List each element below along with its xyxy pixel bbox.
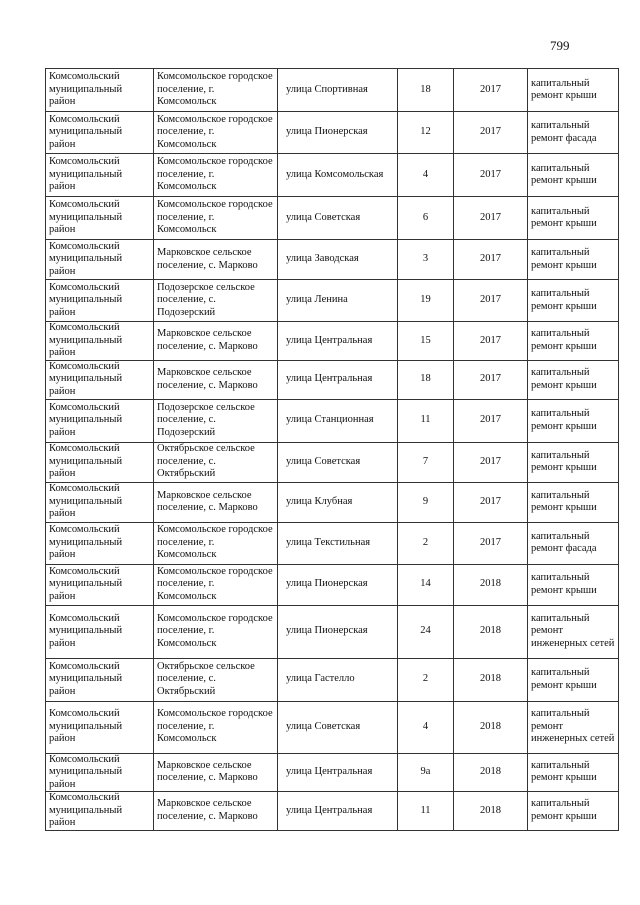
cell-street: улица Текстильная [278, 522, 398, 564]
cell-work: капитальный ремонт крыши [528, 69, 619, 112]
cell-house: 2 [398, 522, 454, 564]
cell-work: капитальный ремонт фасада [528, 522, 619, 564]
cell-year: 2017 [454, 360, 528, 399]
cell-settlement: Комсомольское городское поселение, г. Комсомольск [154, 701, 278, 753]
cell-settlement: Комсомольское городское поселение, г. Комсомольск [154, 522, 278, 564]
cell-settlement: Октябрьское сельское поселение, с. Октябрьский [154, 658, 278, 701]
cell-settlement: Подозерское сельское поселение, с. Подозерский [154, 399, 278, 442]
cell-house: 18 [398, 360, 454, 399]
cell-settlement: Марковское сельское поселение, с. Марково [154, 360, 278, 399]
cell-work: капитальный ремонт крыши [528, 154, 619, 197]
cell-work: капитальный ремонт крыши [528, 197, 619, 240]
cell-district: Комсомольский муниципальный район [46, 701, 154, 753]
cell-house: 2 [398, 658, 454, 701]
cell-work: капитальный ремонт крыши [528, 658, 619, 701]
cell-district: Комсомольский муниципальный район [46, 605, 154, 658]
table-row [46, 701, 619, 753]
cell-year: 2018 [454, 701, 528, 753]
table-row [46, 197, 619, 240]
cell-settlement: Марковское сельское поселение, с. Марково [154, 753, 278, 792]
page-number: 799 [550, 38, 570, 53]
cell-street: улица Советская [278, 701, 398, 753]
cell-year: 2017 [454, 154, 528, 197]
table-row [46, 792, 619, 831]
cell-house: 9 [398, 482, 454, 522]
cell-year: 2018 [454, 658, 528, 701]
cell-house: 15 [398, 322, 454, 361]
cell-house: 12 [398, 112, 454, 154]
cell-settlement: Марковское сельское поселение, с. Марково [154, 482, 278, 522]
repair-schedule-table [45, 68, 619, 831]
table-row [46, 360, 619, 399]
cell-work: капитальный ремонт крыши [528, 280, 619, 322]
cell-district: Комсомольский муниципальный район [46, 280, 154, 322]
cell-street: улица Центральная [278, 322, 398, 361]
cell-work: капитальный ремонт инженерных сетей [528, 701, 619, 753]
table-row [46, 112, 619, 154]
cell-year: 2017 [454, 522, 528, 564]
cell-settlement: Комсомольское городское поселение, г. Комсомольск [154, 154, 278, 197]
cell-street: улица Заводская [278, 240, 398, 280]
cell-district: Комсомольский муниципальный район [46, 197, 154, 240]
cell-house: 24 [398, 605, 454, 658]
cell-work: капитальный ремонт крыши [528, 564, 619, 605]
cell-work: капитальный ремонт крыши [528, 442, 619, 482]
cell-settlement: Комсомольское городское поселение, г. Комсомольск [154, 605, 278, 658]
cell-street: улица Спортивная [278, 69, 398, 112]
cell-year: 2017 [454, 482, 528, 522]
cell-district: Комсомольский муниципальный район [46, 792, 154, 831]
cell-year: 2018 [454, 792, 528, 831]
cell-work: капитальный ремонт крыши [528, 399, 619, 442]
cell-year: 2017 [454, 69, 528, 112]
cell-street: улица Центральная [278, 792, 398, 831]
cell-district: Комсомольский муниципальный район [46, 522, 154, 564]
table-row [46, 240, 619, 280]
cell-district: Комсомольский муниципальный район [46, 482, 154, 522]
cell-settlement: Октябрьское сельское поселение, с. Октябрьский [154, 442, 278, 482]
cell-district: Комсомольский муниципальный район [46, 360, 154, 399]
cell-street: улица Ленина [278, 280, 398, 322]
cell-house: 19 [398, 280, 454, 322]
cell-year: 2017 [454, 399, 528, 442]
cell-street: улица Пионерская [278, 564, 398, 605]
table-row [46, 564, 619, 605]
table-row [46, 280, 619, 322]
cell-work: капитальный ремонт инженерных сетей [528, 605, 619, 658]
table-row [46, 154, 619, 197]
cell-year: 2018 [454, 564, 528, 605]
cell-settlement: Комсомольское городское поселение, г. Комсомольск [154, 564, 278, 605]
cell-work: капитальный ремонт крыши [528, 753, 619, 792]
cell-house: 14 [398, 564, 454, 605]
cell-house: 4 [398, 154, 454, 197]
cell-year: 2017 [454, 197, 528, 240]
cell-settlement: Подозерское сельское поселение, с. Подозерский [154, 280, 278, 322]
cell-work: капитальный ремонт крыши [528, 792, 619, 831]
cell-house: 3 [398, 240, 454, 280]
cell-street: улица Гастелло [278, 658, 398, 701]
cell-district: Комсомольский муниципальный район [46, 69, 154, 112]
table-row [46, 605, 619, 658]
cell-year: 2017 [454, 280, 528, 322]
cell-district: Комсомольский муниципальный район [46, 154, 154, 197]
cell-house: 4 [398, 701, 454, 753]
cell-house: 6 [398, 197, 454, 240]
cell-district: Комсомольский муниципальный район [46, 322, 154, 361]
cell-work: капитальный ремонт фасада [528, 112, 619, 154]
table-row [46, 69, 619, 112]
table-row [46, 442, 619, 482]
cell-settlement: Марковское сельское поселение, с. Марково [154, 792, 278, 831]
table-row [46, 753, 619, 792]
cell-work: капитальный ремонт крыши [528, 360, 619, 399]
cell-district: Комсомольский муниципальный район [46, 658, 154, 701]
cell-year: 2017 [454, 322, 528, 361]
cell-settlement: Комсомольское городское поселение, г. Комсомольск [154, 112, 278, 154]
cell-district: Комсомольский муниципальный район [46, 753, 154, 792]
cell-street: улица Клубная [278, 482, 398, 522]
table-row [46, 322, 619, 361]
cell-district: Комсомольский муниципальный район [46, 442, 154, 482]
cell-street: улица Пионерская [278, 605, 398, 658]
cell-settlement: Комсомольское городское поселение, г. Комсомольск [154, 197, 278, 240]
cell-year: 2018 [454, 753, 528, 792]
cell-house: 11 [398, 399, 454, 442]
cell-street: улица Советская [278, 442, 398, 482]
cell-district: Комсомольский муниципальный район [46, 112, 154, 154]
cell-year: 2018 [454, 605, 528, 658]
cell-year: 2017 [454, 240, 528, 280]
cell-house: 11 [398, 792, 454, 831]
table-row [46, 658, 619, 701]
cell-work: капитальный ремонт крыши [528, 322, 619, 361]
cell-street: улица Станционная [278, 399, 398, 442]
cell-work: капитальный ремонт крыши [528, 482, 619, 522]
cell-settlement: Комсомольское городское поселение, г. Комсомольск [154, 69, 278, 112]
table-row [46, 399, 619, 442]
cell-work: капитальный ремонт крыши [528, 240, 619, 280]
table-row [46, 522, 619, 564]
cell-house: 9а [398, 753, 454, 792]
cell-street: улица Центральная [278, 753, 398, 792]
cell-district: Комсомольский муниципальный район [46, 399, 154, 442]
cell-district: Комсомольский муниципальный район [46, 564, 154, 605]
cell-year: 2017 [454, 442, 528, 482]
cell-street: улица Советская [278, 197, 398, 240]
cell-year: 2017 [454, 112, 528, 154]
cell-settlement: Марковское сельское поселение, с. Марково [154, 240, 278, 280]
cell-district: Комсомольский муниципальный район [46, 240, 154, 280]
cell-street: улица Пионерская [278, 112, 398, 154]
cell-street: улица Центральная [278, 360, 398, 399]
cell-settlement: Марковское сельское поселение, с. Марково [154, 322, 278, 361]
cell-house: 7 [398, 442, 454, 482]
cell-street: улица Комсомольская [278, 154, 398, 197]
cell-house: 18 [398, 69, 454, 112]
table-row [46, 482, 619, 522]
